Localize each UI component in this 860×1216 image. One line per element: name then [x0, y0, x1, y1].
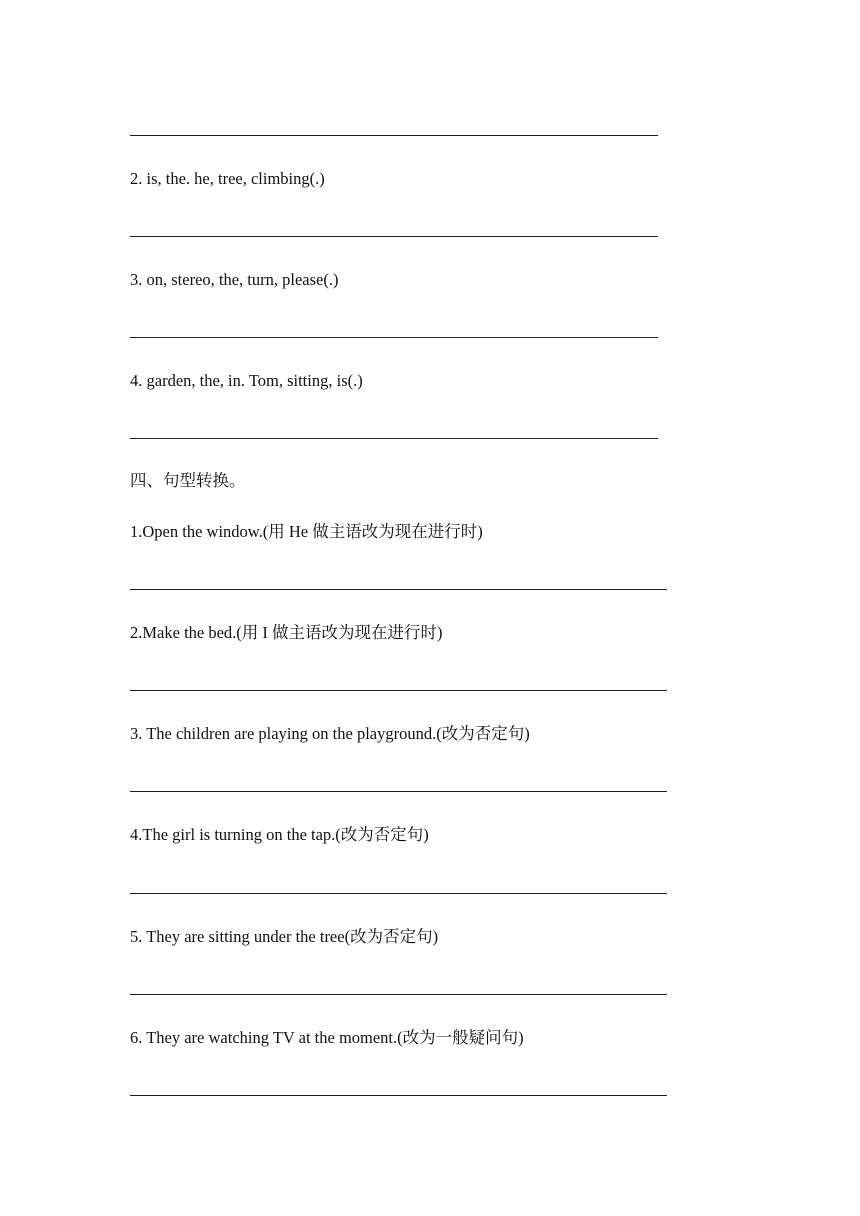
answer-line-6[interactable] [130, 690, 667, 691]
transform-item-5: 5. They are sitting under the tree(改为否定句) [130, 927, 439, 946]
transform-item-4: 4.The girl is turning on the tap.(改为否定句) [130, 825, 429, 844]
transform-item-2: 2.Make the bed.(用 I 做主语改为现在进行时) [130, 623, 443, 642]
transform-item-6: 6. They are watching TV at the moment.(改为一般疑问句) [130, 1028, 524, 1047]
answer-line-4[interactable] [130, 438, 658, 439]
answer-line-10[interactable] [130, 1095, 667, 1096]
question-item-3: 3. on, stereo, the, turn, please(.) [130, 270, 339, 289]
transform-item-3: 3. The children are playing on the playground.(改为否定句) [130, 724, 530, 743]
question-item-4: 4. garden, the, in. Tom, sitting, is(.) [130, 371, 363, 390]
answer-line-7[interactable] [130, 791, 667, 792]
answer-line-9[interactable] [130, 994, 667, 995]
answer-line-1[interactable] [130, 135, 658, 136]
transform-item-1: 1.Open the window.(用 He 做主语改为现在进行时) [130, 522, 483, 541]
answer-line-2[interactable] [130, 236, 658, 237]
question-item-2: 2. is, the. he, tree, climbing(.) [130, 169, 325, 188]
answer-line-8[interactable] [130, 893, 667, 894]
answer-line-5[interactable] [130, 589, 667, 590]
answer-line-3[interactable] [130, 337, 658, 338]
section-heading: 四、句型转换。 [130, 471, 246, 490]
